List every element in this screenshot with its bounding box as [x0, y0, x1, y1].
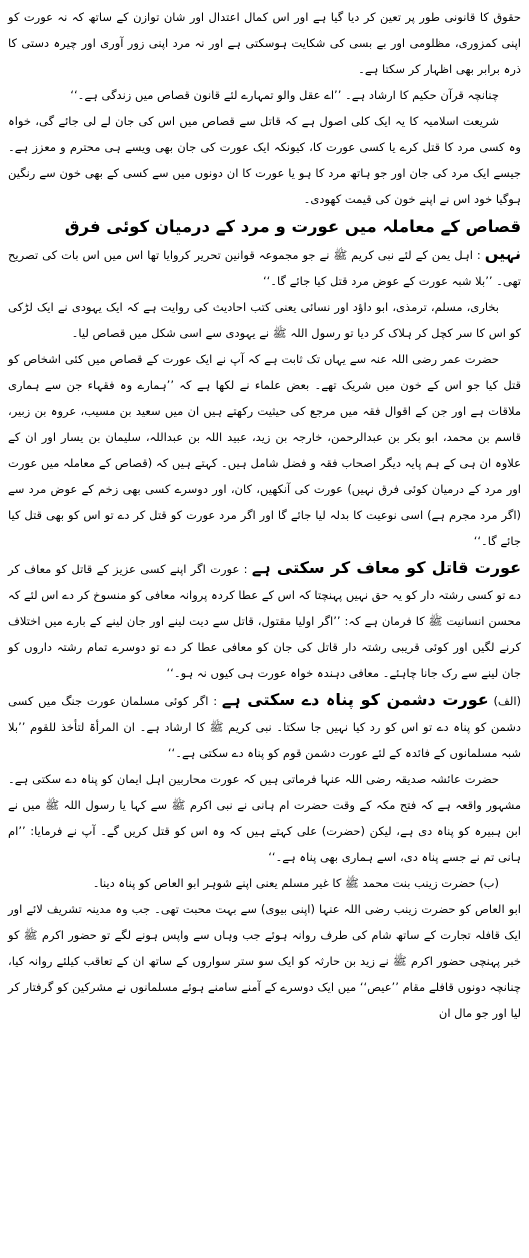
- paragraph-woman-asylum: [8, 687, 521, 766]
- paragraph-shariah-principle: شریعت اسلامیہ کا یہ ایک کلی اصول ہے کہ قاتل سے قصاص میں اس کی جان لے لی جائے گی، خواہ وہ کسی مرد کا قتل کرے یا کسی عورت کا، کیونکہ ایک عورت کی جان بھی ویسے ہی محترم و معزز ہے۔ جیسے ایک مرد کی جان اور جو ہاتھ مرد کا ہو یا عورت کا ان دونوں میں سے کسی کے بھی خون سے رنگین ہوگیا خود اس نے اپنے خون کی قیمت کھودی۔: [8, 114, 521, 206]
- paragraph-woman-asylum-text: : اگر کوئی مسلمان عورت جنگ میں کسی دشمن کو پناہ دے تو اس کو رد کیا نہیں جا سکتا۔ نبی کریم ﷺ کا ارشاد ہے۔ ان المرأۃ لتأخذ للقوم ’’بلا شبہ مسلمانوں کے فائدہ کے لئے عورت دشمن قوم کو پناہ دے سکتی ہے۔‘‘: [8, 694, 521, 760]
- paragraph-quran-qisas: چنانچہ قرآن حکیم کا ارشاد ہے۔ ’’اے عقل والو تمہارے لئے قانون قصاص میں زندگی ہے۔‘‘: [70, 88, 499, 102]
- paragraph-abul-aas: ابو العاص کو حضرت زینب رضی اللہ عنہا (اپنی بیوی) سے بہت محبت تھی۔ جب وہ مدینہ تشریف لائے اور ایک قافلہ تجارت کے ساتھ شام کی طرف روانہ ہوئے جب وہاں سے واپس ہونے لگے تو حضور اکرم ﷺ کو خبر پہنچی حضور اکرم ﷺ نے زید بن حارثہ کو ایک سو ستر سواروں کے ساتھ ان کے تعاقب کیلئے روانہ کیا، چنانچہ دونوں قافلے مقام ’’عیص‘‘ میں ایک دوسرے کے آمنے سامنے ہوئے مسلمانوں نے مشرکین کو گرفتار کر لیا اور جو مال ان: [8, 902, 521, 1020]
- section-marker-alif: (الف): [493, 694, 522, 708]
- section-heading-woman-forgive: عورت قاتل کو معاف کر سکتی ہے: [251, 558, 522, 577]
- paragraph-zainab-heading: (ب) حضرت زینب بنت محمد ﷺ کا غیر مسلم یعنی اپنے شوہر ابو العاص کو پناہ دینا۔: [92, 876, 499, 890]
- paragraph-umar-ruling: حضرت عمر رضی اللہ عنہ سے یہاں تک ثابت ہے کہ آپ نے ایک عورت کے قصاص میں کئی اشخاص کو قتل کیا جو اس کے خون میں شریک تھے۔ بعض علماء نے لکھا ہے کہ ’’ہمارے وہ فقہاء جن سے ہماری ملاقات ہے اور جن کے اقوال فقہ میں مرجع کی حیثیت رکھتے ہیں ان میں سعید بن مسیب، عروہ بن زبیر، قاسم بن محمد، ابو بکر بن عبدالرحمن، خارجہ بن زید، عبید اللہ بن عبداللہ، سلیمان بن یسار اور ان کے علاوہ ان ہی کے ہم پایہ دیگر اصحاب فقہ و فضل شامل ہیں۔ کہتے ہیں کہ (قصاص کے معاملہ میں عورت اور مرد کے درمیان کوئی فرق نہیں) عورت کی آنکھیں، کان، اور دوسرے کسی بھی زخم کے عوض مرد سے (اگر مرد مجرم ہے) اسی نوعیت کا بدلہ لیا جائے گا اور اگر مرد عورت کو قتل کر دے تو اس کو بھی قتل کیا جائے گا۔‘‘: [8, 352, 521, 548]
- paragraph-aisha-umm-hani: حضرت عائشہ صدیقہ رضی اللہ عنہا فرماتی ہیں کہ عورت محاربین اہل ایمان کو پناہ دے سکتی ہے۔ مشہور واقعہ ہے کہ فتح مکہ کے وقت حضرت ام ہانی نے نبی اکرم ﷺ سے کہا یا رسول اللہ ﷺ میں نے ابن ہبیرہ کو پناہ دی ہے، لیکن (حضرت) علی کہتے ہیں کہ وہ اس کو قتل کریں گے۔ آپ نے فرمایا: ’’ام ہانی تم نے جسے پناہ دی، اسے ہماری بھی پناہ ہے۔‘‘: [8, 772, 521, 864]
- section-heading-woman-asylum: عورت دشمن کو پناہ دے سکتی ہے: [221, 690, 489, 709]
- paragraph-woman-forgive-text: : عورت اگر اپنے کسی عزیز کے قاتل کو معاف کر دے تو کسی رشتہ دار کو یہ حق نہیں پہنچتا کہ اس کے عطا کردہ پروانہ معافی کو منسوخ کر دے اس لئے کہ محسن انسانیت ﷺ کا فرمان ہے کہ: ’’اگر اولیا مقتول، قاتل سے دیت لینے اور جان لینے کے بارے میں اختلاف کرنے لگیں اور کوئی قریبی رشتہ دار قاتل کی جان کو معافی عطا کر دے تو دوسرے تمام رشتہ داروں کو جان لینے سے رک جانا چاہئے۔ معافی دہندہ خواہ عورت ہی کیوں نہ ہو۔‘‘: [8, 562, 521, 680]
- paragraph-hadith-narration: بخاری، مسلم، ترمذی، ابو داؤد اور نسائی یعنی کتب احادیث کی روایت ہے کہ ایک یہودی نے ایک لڑکی کو اس کا سر کچل کر ہلاک کر دیا تو رسول اللہ ﷺ نے یہودی سے اسی شکل میں قصاص لیا۔: [8, 300, 521, 340]
- paragraph-yemen-law-text: : اہل یمن کے لئے نبی کریم ﷺ نے جو مجموعہ قوانین تحریر کروایا تھا اس میں اس بات کی تصریح تھی۔ ’’بلا شبہ عورت کے عوض مرد قتل کیا جائے گا۔‘‘: [8, 248, 521, 288]
- section-heading-qisas-equality: قصاص کے معاملہ میں عورت و مرد کے درمیان کوئی فرق: [64, 217, 521, 236]
- paragraph-rights-balance: حقوق کا قانونی طور پر تعین کر دیا گیا ہے اور اس کمال اعتدال اور شان توازن کے ساتھ کہ نہ عورت کو اپنی کمزوری، مظلومی اور بے بسی کی شکایت ہوسکتی ہے اور نہ مرد اپنی زور آوری اور چیرہ دستی کا ذرہ برابر بھی اظہار کر سکتا ہے۔: [8, 10, 521, 76]
- paragraph-woman-forgive: [8, 555, 521, 686]
- section-heading-qisas-equality-end: نہیں: [484, 244, 521, 263]
- paragraph-yemen-law: [8, 241, 521, 294]
